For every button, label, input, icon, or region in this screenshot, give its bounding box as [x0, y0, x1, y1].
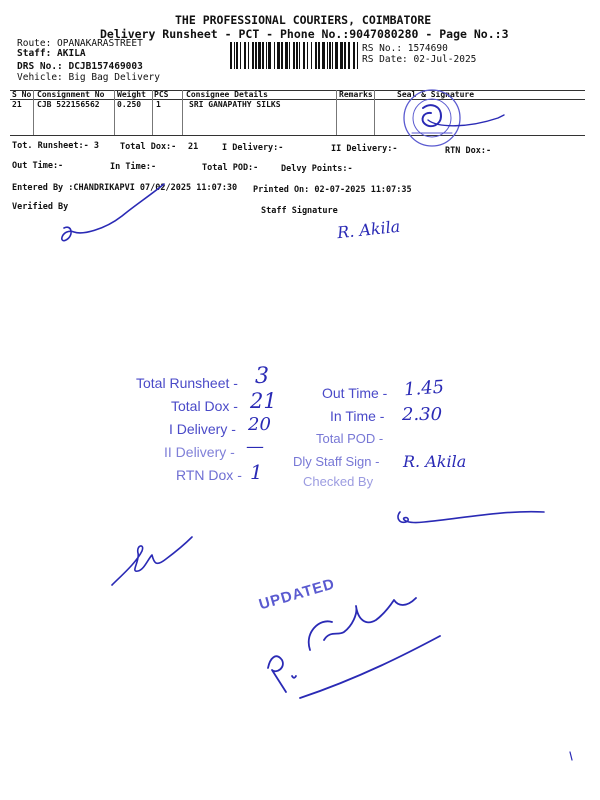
route: Route: OPANAKARASTREET	[17, 38, 143, 49]
hw-out-time: 1.45	[403, 376, 445, 401]
row-consignment-no: CJB 522156562	[37, 100, 100, 109]
row-weight: 0.250	[117, 100, 142, 109]
stamp-total-runsheet: Total Runsheet -	[136, 375, 238, 391]
row-sno: 21	[12, 100, 22, 109]
in-time: In Time:-	[110, 162, 157, 172]
stamp-in-time: In Time -	[330, 408, 385, 424]
verified-by-signature	[62, 184, 164, 241]
stamp-rtn-dox: RTN Dox -	[176, 467, 242, 483]
rs-number: RS No.: 1574690	[362, 43, 448, 54]
hw-total-runsheet: 3	[255, 364, 269, 389]
column-header: Seal & Signature	[397, 90, 475, 99]
tot-runsheet: Tot. Runsheet:- 3	[12, 141, 99, 151]
stamp-ii-delivery: II Delivery -	[164, 444, 235, 460]
updated-stamp: UPDATED	[257, 575, 338, 614]
hw-ii-delivery: —	[246, 436, 264, 457]
stamp-checked-by: Checked By	[303, 474, 374, 489]
handwritten-staff-sign: R. Akila	[336, 216, 402, 243]
hw-rtn-dox: 1	[250, 460, 263, 484]
drs-number: DRS No.: DCJB157469003	[17, 61, 143, 72]
round-seal	[404, 90, 504, 146]
column-header: Consignee Details	[186, 90, 268, 99]
chandrika-signature	[268, 598, 440, 698]
stamp-out-time: Out Time -	[322, 385, 388, 401]
rs-date: RS Date: 02-Jul-2025	[362, 54, 477, 65]
vehicle: Vehicle: Big Bag Delivery	[17, 72, 160, 83]
company-name: THE PROFESSIONAL COURIERS, COIMBATORE	[175, 13, 432, 27]
stamp-total-pod: Total POD -	[316, 431, 384, 446]
stamp-dly-staff-sign: Dly Staff Sign -	[293, 454, 380, 469]
total-dox-value: 21	[188, 142, 199, 152]
rtn-dox: RTN Dox:-	[445, 146, 492, 156]
column-header: PCS	[154, 90, 169, 99]
stamp-total-dox: Total Dox -	[171, 398, 238, 414]
row-pcs: 1	[156, 100, 161, 109]
hw-total-dox: 21	[250, 389, 277, 413]
staff-signature-label: Staff Signature	[261, 206, 338, 216]
runsheet-title: Delivery Runsheet - PCT - Phone No.:9047080280 - Page No.:3	[100, 27, 509, 41]
verified-by: Verified By	[12, 202, 69, 212]
hw-dly-staff-sign: R. Akila	[403, 452, 467, 471]
checked-by-signature	[112, 537, 192, 585]
column-header: Weight	[117, 90, 146, 99]
stamp-i-delivery: I Delivery -	[169, 421, 236, 437]
i-delivery: I Delivery:-	[222, 143, 284, 153]
out-time: Out Time:-	[12, 161, 64, 171]
hw-i-delivery: 20	[248, 414, 271, 435]
ii-delivery: II Delivery:-	[331, 144, 398, 154]
total-pod: Total POD:-	[202, 163, 259, 173]
column-header: Consignment No	[37, 90, 105, 99]
column-header: Remarks	[339, 90, 373, 99]
total-dox-label: Total Dox:-	[120, 142, 177, 152]
entered-by: Entered By :CHANDRIKAPVI 07/02/2025 11:07:30	[12, 183, 238, 193]
column-header: S No	[12, 90, 32, 99]
row-consignee: SRI GANAPATHY SILKS	[189, 100, 281, 109]
staff: Staff: AKILA	[17, 48, 86, 59]
delvy-points: Delvy Points:-	[281, 164, 353, 174]
dly-staff-signature-stroke	[398, 512, 544, 523]
printed-on: Printed On: 02-07-2025 11:07:35	[253, 185, 412, 195]
hw-in-time: 2.30	[402, 404, 443, 425]
